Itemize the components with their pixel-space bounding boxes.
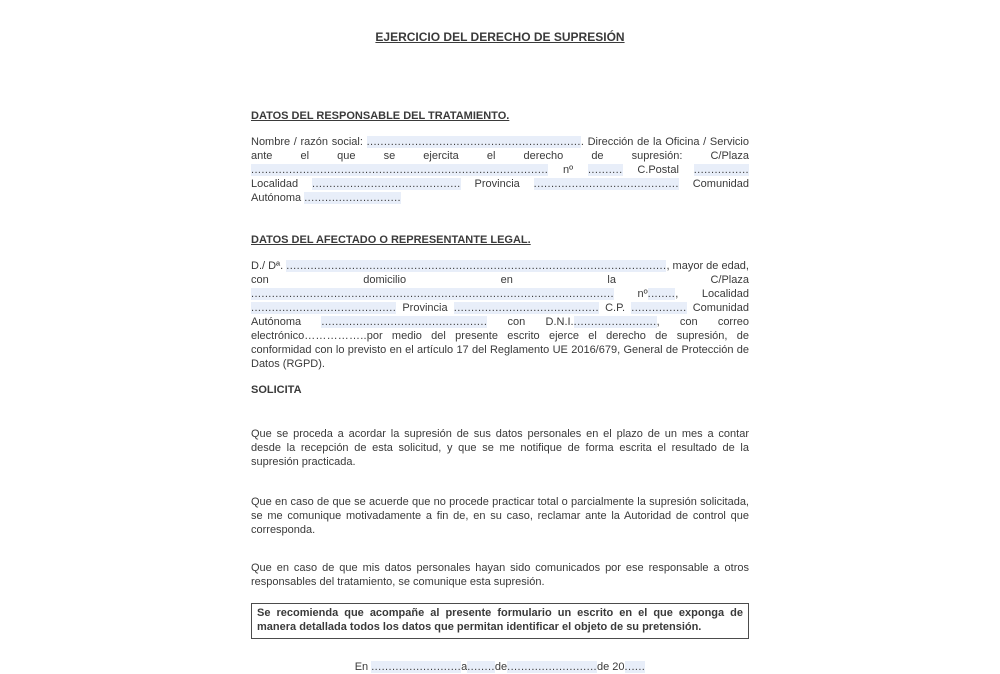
fill-in-field[interactable]: .......................... [507, 661, 597, 673]
fill-in-field[interactable]: .......................................... [251, 302, 397, 314]
fill-in-field[interactable]: .......................................... [533, 178, 679, 190]
fill-in-field[interactable]: ........................................... [312, 178, 461, 190]
fill-in-field[interactable]: ...................................................................................... [251, 164, 549, 176]
solicita-heading: SOLICITA [251, 384, 302, 396]
text-run: por medio del presente escrito ejerce el derecho de supresión, de conformidad con lo previsto en el artículo 17 del Reglamento UE 2016/679, General de Protección de Datos (RGPD). [251, 330, 749, 370]
text-run: de [494, 661, 508, 673]
fill-in-field[interactable]: ........................ [573, 316, 657, 328]
text-run: , mayor de edad, con domicilio en la C/Plaza [251, 260, 749, 286]
fill-in-field[interactable]: ................ [693, 164, 750, 176]
text-run: , con correo electrónico [251, 316, 749, 342]
date-line [251, 660, 749, 674]
text-run: Localidad [251, 178, 312, 190]
fill-in-field[interactable]: .......................... [371, 661, 462, 673]
text-run: nº [548, 164, 588, 176]
text-run: D./ Dª. [251, 260, 287, 272]
text-run: Nombre / razón social: [251, 136, 367, 148]
fill-in-field[interactable]: ...... [624, 661, 646, 673]
fill-in-field[interactable]: .............................................................. [366, 136, 581, 148]
section-heading-responsable: DATOS DEL RESPONSABLE DEL TRATAMIENTO. [251, 110, 510, 122]
text-run: C.Postal [622, 164, 694, 176]
fill-in-field[interactable]: ........ [467, 661, 495, 673]
section-heading-afectado: DATOS DEL AFECTADO O REPRESENTANTE LEGAL. [251, 234, 531, 246]
text-run: con D.N.I. [487, 316, 574, 328]
text-run: a [461, 661, 468, 673]
fill-in-field[interactable]: ............................ [304, 192, 401, 204]
fill-in-field[interactable]: ......................................................................................................... [251, 288, 614, 300]
fill-in-field[interactable]: .......................................... [453, 302, 599, 314]
dotted-blank: …………….. [304, 330, 367, 342]
document-title: EJERCICIO DEL DERECHO DE SUPRESIÓN [375, 30, 625, 44]
text-run: nº [613, 288, 648, 300]
text-run: de 20 [597, 661, 625, 673]
text-run: Provincia [396, 302, 454, 314]
fill-in-field[interactable]: ................................................ [321, 316, 488, 328]
document-content [251, 0, 749, 674]
petition-paragraph-1: Que se proceda a acordar la supresión de sus datos personales en el plazo de un mes a contar desde la recepción de esta solicitud, y que se me notifique de forma escrita el resultado de la supresión practicada. [251, 428, 749, 468]
petition-paragraph-3: Que en caso de que mis datos personales hayan sido comunicados por ese responsable a otros responsables del tratamiento, se comunique esta supresión. [251, 562, 749, 588]
fill-in-field[interactable]: .............................................................................................................. [286, 260, 667, 272]
fill-in-field[interactable]: .......... [587, 164, 623, 176]
afectado-paragraph [251, 259, 749, 371]
text-run: , Localidad [675, 288, 749, 300]
text-run: En [354, 661, 372, 673]
text-run: Comunidad Autónoma [251, 178, 749, 204]
text-run: C.P. [598, 302, 632, 314]
petition-paragraph-2: Que en caso de que se acuerde que no procede practicar total o parcialmente la supresión solicitada, se me comunique motivadamente a fin de, en su caso, reclamar ante la Autoridad de control que corresponda. [251, 496, 749, 536]
responsable-paragraph [251, 135, 749, 205]
text-run: Comunidad Autónoma [251, 302, 749, 328]
recommendation-text: Se recomienda que acompañe al presente formulario un escrito en el que exponga de manera detallada todos los datos que permitan identificar el objeto de su pretensión. [257, 607, 743, 633]
text-run: . Dirección de la Oficina / Servicio ante el que se ejercita el derecho de supresión: C/Plaza [251, 136, 749, 162]
text-run: Provincia [460, 178, 534, 190]
recommendation-box [251, 603, 749, 639]
fill-in-field[interactable]: ........ [647, 288, 676, 300]
fill-in-field[interactable]: ................ [631, 302, 687, 314]
